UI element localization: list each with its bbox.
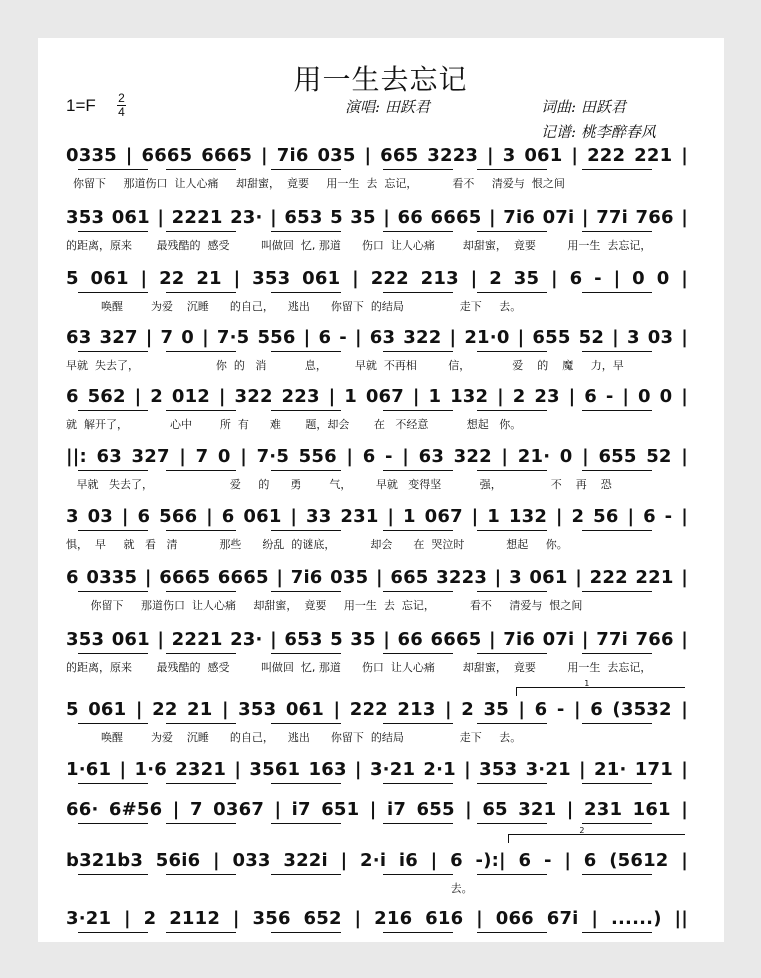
beam-line xyxy=(78,783,148,784)
lyric-line: 你留下 那道伤口 让人心痛 却甜蜜， 竟要 用一生 去 忘记， 看不 清爱与 恨之间 xyxy=(66,599,583,612)
lyric-line: 的距离，原来 最残酷的 感受 叫做回 忆, 那道 伤口 让人心痛 却甜蜜， 竟要 用一生 去忘记， xyxy=(66,661,652,674)
beam-line xyxy=(78,231,148,232)
beam-line xyxy=(383,231,453,232)
beam-line xyxy=(383,723,453,724)
beam-line xyxy=(383,292,453,293)
beam-line xyxy=(166,823,236,824)
beam-line xyxy=(271,874,341,875)
beam-line xyxy=(477,351,547,352)
beam-line xyxy=(582,351,652,352)
beam-line xyxy=(582,231,652,232)
lyric-line: 你留下 那道伤口 让人心痛 却甜蜜， 竟要 用一生 去 忘记， 看不 清爱与 恨之间 xyxy=(66,177,565,190)
beam-line xyxy=(383,783,453,784)
lyric-line: 去。 xyxy=(66,882,473,895)
beam-line xyxy=(78,410,148,411)
beam-line xyxy=(166,932,236,933)
beam-line xyxy=(271,591,341,592)
notation-line: 3 03 | 6 566 | 6 061 | 33 231 | 1 067 | 1 132 | 2 56 | 6 - | xyxy=(66,506,688,527)
beam-line xyxy=(271,932,341,933)
beam-line xyxy=(78,823,148,824)
beam-line xyxy=(78,653,148,654)
beam-line xyxy=(582,653,652,654)
beam-line xyxy=(477,292,547,293)
beam-line xyxy=(271,530,341,531)
notation-line: 5 061 | 22 21 | 353 061 | 222 213 | 2 35 | 6 - | 6 (3532 | xyxy=(66,699,688,720)
volta-bracket-2 xyxy=(508,826,685,843)
beam-line xyxy=(383,410,453,411)
lyric-line: 惧， 早 就 看 清 那些 纷乱 的谜底， 却会 在 哭泣时 想起 你。 xyxy=(66,538,568,551)
key-signature: 1=F xyxy=(66,96,96,115)
beam-line xyxy=(477,874,547,875)
beam-line xyxy=(477,723,547,724)
notation-line: 1·61 | 1·6 2321 | 3561 163 | 3·21 2·1 | 353 3·21 | 21· 171 | xyxy=(66,759,688,780)
singer-credit: 演唱: 田跃君 xyxy=(345,98,430,116)
beam-line xyxy=(582,591,652,592)
beam-line xyxy=(271,783,341,784)
beam-line xyxy=(166,169,236,170)
beam-line xyxy=(582,874,652,875)
beam-line xyxy=(78,169,148,170)
beam-line xyxy=(477,653,547,654)
beam-line xyxy=(166,653,236,654)
beam-line xyxy=(166,470,236,471)
beam-line xyxy=(383,470,453,471)
beam-line xyxy=(166,231,236,232)
beam-line xyxy=(477,530,547,531)
beam-line xyxy=(271,470,341,471)
volta-1-label: 1 xyxy=(584,679,590,688)
notation-line: 3·21 | 2 2112 | 356 652 | 216 616 | 066 67i | ......) || xyxy=(66,908,688,929)
beam-line xyxy=(78,530,148,531)
beam-line xyxy=(78,470,148,471)
lyric-line: 早就 失去了， 你 的 消 息， 早就 不再相 信， 爱 的 魔 力，早 xyxy=(66,359,624,372)
notation-line: 0335 | 6665 6665 | 7i6 035 | 665 3223 | 3 061 | 222 221 | xyxy=(66,145,688,166)
composer-credit: 词曲: 田跃君 xyxy=(541,98,626,116)
beam-line xyxy=(166,292,236,293)
notation-line: b321b3 56i6 | 033 322i | 2·i i6 | 6 -):| 6 - | 6 (5612 | xyxy=(66,850,688,871)
beam-line xyxy=(477,470,547,471)
beam-line xyxy=(582,410,652,411)
beam-line xyxy=(166,723,236,724)
time-signature xyxy=(117,92,126,118)
notation-line: 6 0335 | 6665 6665 | 7i6 035 | 665 3223 | 3 061 | 222 221 | xyxy=(66,567,688,588)
beam-line xyxy=(383,351,453,352)
beam-line xyxy=(582,470,652,471)
lyric-line: 唤醒 为爱 沉睡 的自己， 逃出 你留下 的结局 走下 去。 xyxy=(66,300,522,313)
beam-line xyxy=(78,874,148,875)
beam-line xyxy=(582,823,652,824)
beam-line xyxy=(383,591,453,592)
lyric-line: 唤醒 为爱 沉睡 的自己， 逃出 你留下 的结局 走下 去。 xyxy=(66,731,522,744)
notation-line: 6 562 | 2 012 | 322 223 | 1 067 | 1 132 | 2 23 | 6 - | 0 0 | xyxy=(66,386,688,407)
lyric-line: 的距离，原来 最残酷的 感受 叫做回 忆, 那道 伤口 让人心痛 却甜蜜， 竟要 用一生 去忘记， xyxy=(66,239,652,252)
beam-line xyxy=(477,169,547,170)
beam-line xyxy=(271,823,341,824)
beam-line xyxy=(271,351,341,352)
beam-line xyxy=(383,932,453,933)
time-bottom: 4 xyxy=(118,105,125,119)
notation-line: 63 327 | 7 0 | 7·5 556 | 6 - | 63 322 | 21·0 | 655 52 | 3 03 | xyxy=(66,327,688,348)
beam-line xyxy=(477,231,547,232)
beam-line xyxy=(582,169,652,170)
transcriber-credit: 记谱: 桃李醉春风 xyxy=(541,123,656,141)
beam-line xyxy=(78,351,148,352)
beam-line xyxy=(477,591,547,592)
notation-line: 66· 6#56 | 7 0367 | i7 651 | i7 655 | 65 321 | 231 161 | xyxy=(66,799,688,820)
beam-line xyxy=(78,591,148,592)
beam-line xyxy=(477,823,547,824)
beam-line xyxy=(271,653,341,654)
volta-bracket-1 xyxy=(516,679,685,696)
lyric-line: 就 解开了， 心中 所 有 难 题，却会 在 不经意 想起 你。 xyxy=(66,418,522,431)
beam-line xyxy=(383,653,453,654)
beam-line xyxy=(582,783,652,784)
beam-line xyxy=(383,823,453,824)
beam-line xyxy=(383,169,453,170)
beam-line xyxy=(166,530,236,531)
beam-line xyxy=(271,169,341,170)
beam-line xyxy=(582,292,652,293)
beam-line xyxy=(78,723,148,724)
song-title: 用一生去忘记 xyxy=(293,63,468,96)
beam-line xyxy=(166,874,236,875)
beam-line xyxy=(78,932,148,933)
beam-line xyxy=(271,292,341,293)
beam-line xyxy=(477,932,547,933)
beam-line xyxy=(271,723,341,724)
notation-line: 353 061 | 2221 23· | 653 5 35 | 66 6665 | 7i6 07i | 77i 766 | xyxy=(66,629,688,650)
beam-line xyxy=(582,723,652,724)
notation-line: 353 061 | 2221 23· | 653 5 35 | 66 6665 | 7i6 07i | 77i 766 | xyxy=(66,207,688,228)
time-top: 2 xyxy=(118,91,125,105)
beam-line xyxy=(166,783,236,784)
beam-line xyxy=(166,410,236,411)
notation-line: 5 061 | 22 21 | 353 061 | 222 213 | 2 35 | 6 - | 0 0 | xyxy=(66,268,688,289)
beam-line xyxy=(582,932,652,933)
beam-line xyxy=(383,874,453,875)
beam-line xyxy=(78,292,148,293)
volta-2-label: 2 xyxy=(579,826,585,835)
beam-line xyxy=(166,591,236,592)
beam-line xyxy=(271,231,341,232)
beam-line xyxy=(582,530,652,531)
lyric-line: 早就 失去了， 爱 的 勇 气， 早就 变得坚 强， 不 再 恐 xyxy=(66,478,612,491)
beam-line xyxy=(477,783,547,784)
notation-line: ||: 63 327 | 7 0 | 7·5 556 | 6 - | 63 322 | 21· 0 | 655 52 | xyxy=(66,446,688,467)
beam-line xyxy=(383,530,453,531)
beam-line xyxy=(271,410,341,411)
beam-line xyxy=(166,351,236,352)
beam-line xyxy=(477,410,547,411)
